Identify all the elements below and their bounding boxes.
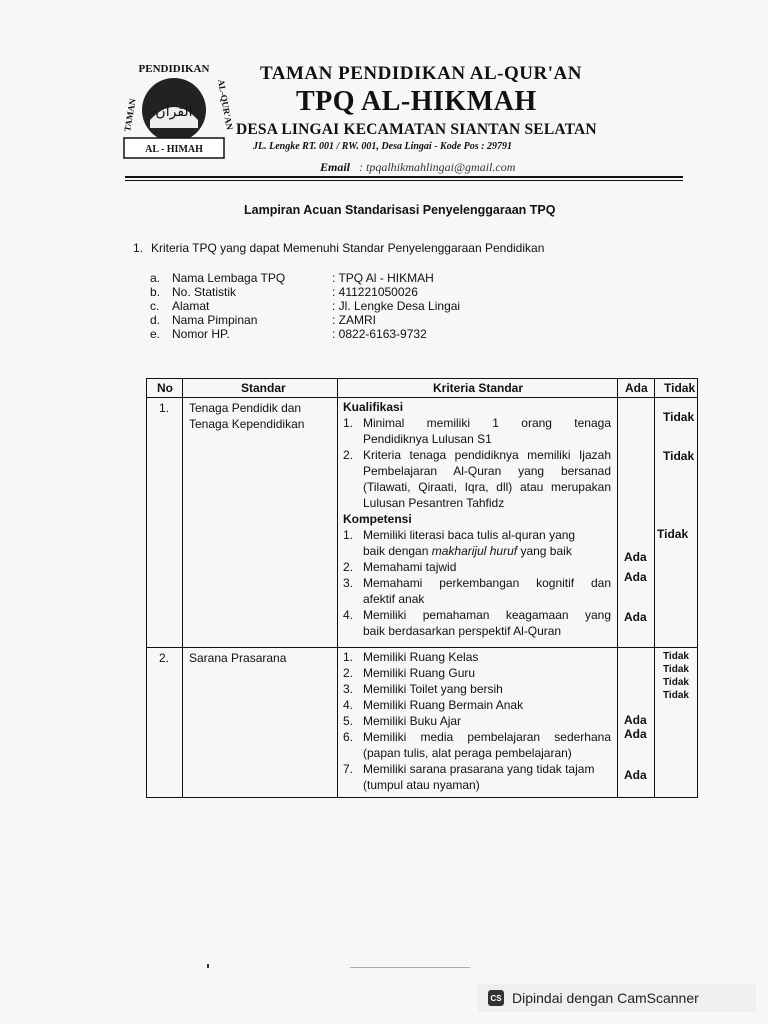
camscanner-icon: CS bbox=[488, 990, 504, 1006]
criteria-item: 1. Minimal memiliki 1 orang tenaga Pendidiknya Lulusan S1 bbox=[343, 416, 611, 446]
header-no: No bbox=[157, 381, 173, 395]
info-letter: a. bbox=[150, 271, 161, 285]
mark-tidak: Tidak bbox=[663, 664, 689, 675]
criteria-item: 1. Memiliki literasi baca tulis al-quran yang baik dengan makharijul huruf yang baik bbox=[343, 528, 576, 558]
info-key: Nama Pimpinan bbox=[172, 313, 258, 327]
org-address: JL. Lengke RT. 001 / RW. 001, Desa Lingai - Kode Pos : 29791 bbox=[253, 141, 512, 152]
criteria-item: 2. Memahami tajwid bbox=[343, 560, 457, 574]
table-divider bbox=[182, 379, 183, 797]
mark-ada: Ada bbox=[624, 550, 647, 564]
info-row bbox=[150, 313, 460, 327]
email-value: : tpqalhikmahlingai@gmail.com bbox=[359, 160, 516, 174]
header-kriteria: Kriteria Standar bbox=[433, 381, 524, 395]
logo-ring-left: TAMAN bbox=[122, 97, 138, 133]
faint-line bbox=[350, 967, 470, 968]
row1-standar-line: Tenaga Pendidik dan bbox=[189, 401, 302, 415]
row2-no: 2. bbox=[159, 651, 170, 665]
info-row bbox=[150, 299, 460, 313]
logo-arabic: القرآن bbox=[155, 104, 193, 120]
mark-tidak: Tidak bbox=[663, 651, 689, 662]
criteria-item: 2. Kriteria tenaga pendidiknya memiliki Ijazah Pembelajaran Al-Quran yang bersanad (Tilawati, Qiraati, Iqra, dll) atau merupakan Lulusan Pesantren Tahfidz bbox=[343, 448, 611, 510]
info-value: : ZAMRI bbox=[332, 313, 376, 327]
table-divider bbox=[617, 379, 618, 797]
section-title: Kriteria TPQ yang dapat Memenuhi Standar Penyelenggaraan Pendidikan bbox=[151, 241, 545, 255]
mark-ada: Ada bbox=[624, 610, 647, 624]
header-standar: Standar bbox=[241, 381, 286, 395]
criteria-item: 1. Memiliki Ruang Kelas bbox=[343, 650, 479, 664]
tpq-logo bbox=[120, 58, 235, 162]
info-value: : 411221050026 bbox=[332, 285, 418, 299]
info-value: : TPQ Al - HIKMAH bbox=[332, 271, 434, 285]
mark-ada: Ada bbox=[624, 727, 647, 741]
institution-info bbox=[150, 271, 460, 341]
criteria-item: 2. Memiliki Ruang Guru bbox=[343, 666, 476, 680]
camscanner-text: Dipindai dengan CamScanner bbox=[512, 990, 699, 1006]
org-subtitle: TAMAN PENDIDIKAN AL-QUR'AN bbox=[260, 63, 582, 84]
info-letter: b. bbox=[150, 285, 161, 299]
info-letter: e. bbox=[150, 327, 161, 341]
info-letter: d. bbox=[150, 313, 161, 327]
mark-tidak: Tidak bbox=[663, 449, 695, 463]
letterhead-divider-thin bbox=[125, 180, 683, 181]
logo-ring-top: PENDIDIKAN bbox=[138, 63, 210, 75]
section-number: 1. bbox=[133, 241, 144, 255]
info-key: No. Statistik bbox=[172, 285, 237, 299]
section-heading bbox=[133, 241, 544, 255]
email-label: Email bbox=[320, 160, 351, 174]
mark-ada: Ada bbox=[624, 713, 647, 727]
criteria-item: 4. Memiliki Ruang Bermain Anak bbox=[343, 698, 524, 712]
row1-no: 1. bbox=[159, 401, 170, 415]
info-value: : 0822-6163-9732 bbox=[332, 327, 427, 341]
group-kompetensi: Kompetensi bbox=[343, 512, 412, 526]
logo-ring-right: AL-QUR'AN bbox=[216, 78, 235, 131]
org-email bbox=[320, 160, 515, 175]
mark-tidak: Tidak bbox=[663, 690, 689, 701]
info-letter: c. bbox=[150, 299, 160, 313]
table-divider bbox=[147, 397, 697, 398]
group-kualifikasi: Kualifikasi bbox=[343, 400, 404, 414]
info-key: Nama Lembaga TPQ bbox=[172, 271, 286, 285]
logo-label: AL - HIMAH bbox=[145, 144, 203, 155]
header-ada: Ada bbox=[625, 381, 648, 395]
header-tidak: Tidak bbox=[664, 381, 696, 395]
mark-tidak: Tidak bbox=[663, 410, 695, 424]
criteria-item: 4. Memiliki pemahaman keagamaan yang baik berdasarkan perspektif Al-Quran bbox=[343, 608, 611, 638]
mark-tidak: Tidak bbox=[663, 677, 689, 688]
criteria-item: 6. Memiliki media pembelajaran sederhana (papan tulis, alat peraga pembelajaran) bbox=[343, 730, 611, 760]
info-key: Nomor HP. bbox=[172, 327, 230, 341]
table-divider bbox=[147, 647, 697, 648]
row1-kriteria bbox=[343, 399, 611, 639]
row1-standar bbox=[189, 400, 304, 432]
table-divider bbox=[337, 379, 338, 797]
info-row bbox=[150, 271, 460, 285]
criteria-item: 5. Memiliki Buku Ajar bbox=[343, 714, 462, 728]
document-title: Lampiran Acuan Standarisasi Penyelenggaraan TPQ bbox=[244, 203, 556, 217]
org-location: DESA LINGAI KECAMATAN SIANTAN SELATAN bbox=[236, 121, 597, 138]
info-key: Alamat bbox=[172, 299, 210, 313]
criteria-item: 3. Memiliki Toilet yang bersih bbox=[343, 682, 503, 696]
criteria-item: 3. Memahami perkembangan kognitif dan afektif anak bbox=[343, 576, 611, 606]
mark-ada: Ada bbox=[624, 570, 647, 584]
org-name: TPQ AL-HIKMAH bbox=[296, 86, 537, 117]
mark-tidak: Tidak bbox=[657, 527, 689, 541]
row2-kriteria bbox=[343, 649, 611, 793]
scan-speck bbox=[207, 964, 209, 968]
row2-standar: Sarana Prasarana bbox=[189, 651, 287, 665]
row1-standar-line: Tenaga Kependidikan bbox=[189, 417, 305, 431]
info-row bbox=[150, 285, 460, 299]
criteria-item: 7. Memiliki sarana prasarana yang tidak tajam (tumpul atau nyaman) bbox=[343, 762, 595, 792]
criteria-table bbox=[146, 378, 698, 798]
camscanner-watermark bbox=[478, 984, 756, 1012]
table-divider bbox=[654, 379, 655, 797]
mark-ada: Ada bbox=[624, 768, 647, 782]
letterhead-divider bbox=[125, 176, 683, 178]
info-value: : Jl. Lengke Desa Lingai bbox=[332, 299, 461, 313]
info-row bbox=[150, 327, 460, 341]
